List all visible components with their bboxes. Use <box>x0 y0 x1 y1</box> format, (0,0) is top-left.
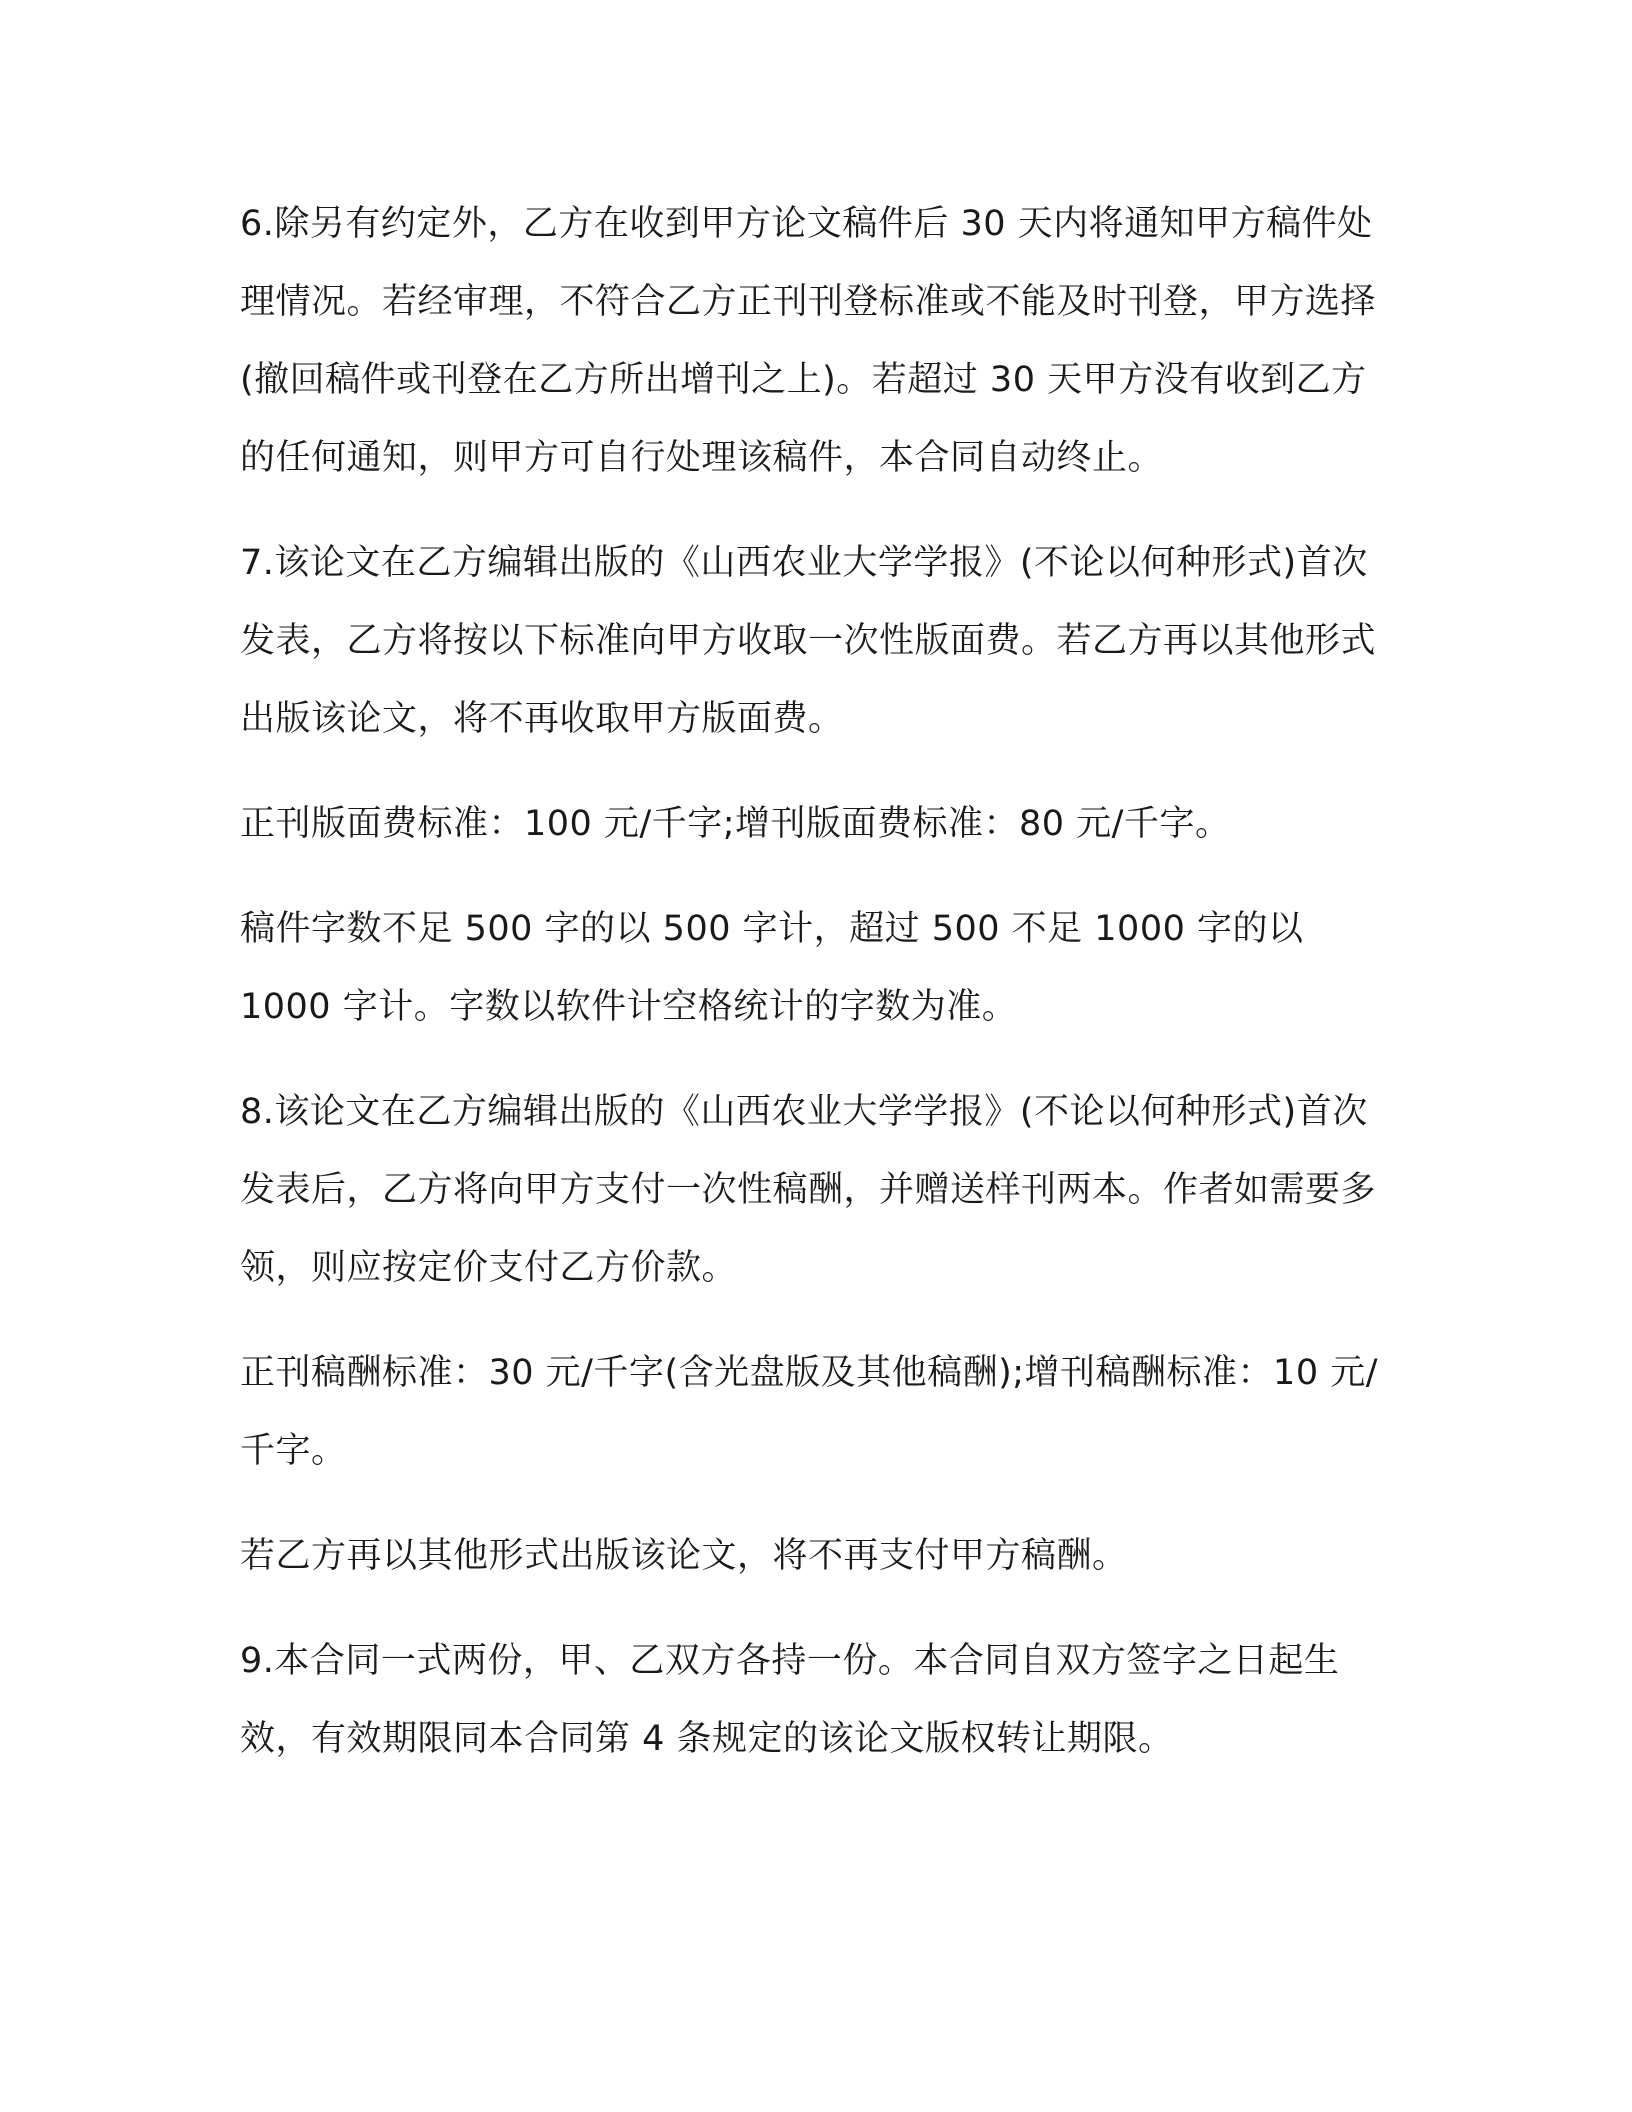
royalty-standard-paragraph: 正刊稿酬标准：30 元/千字(含光盘版及其他稿酬);增刊稿酬标准：10 元/千字。 <box>240 1353 1379 1471</box>
no-further-royalty-paragraph: 若乙方再以其他形式出版该论文，将不再支付甲方稿酬。 <box>240 1536 1128 1576</box>
clause-7-paragraph: 7.该论文在乙方编辑出版的《山西农业大学学报》(不论以何种形式)首次发表，乙方将按以下标准向甲方收取一次性版面费。若乙方再以其他形式出版该论文，将不再收取甲方版面费。 <box>240 543 1377 739</box>
document-body <box>240 185 1388 1805</box>
word-count-rule-paragraph: 稿件字数不足 500 字的以 500 字计，超过 500 不足 1000 字的以 1000 字计。字数以软件计空格统计的字数为准。 <box>240 909 1304 1027</box>
clause-8-paragraph: 8.该论文在乙方编辑出版的《山西农业大学学报》(不论以何种形式)首次发表后，乙方将向甲方支付一次性稿酬，并赠送样刊两本。作者如需要多领，则应按定价支付乙方价款。 <box>240 1092 1377 1288</box>
clause-9-paragraph: 9.本合同一式两份，甲、乙双方各持一份。本合同自双方签字之日起生效，有效期限同本合同第 4 条规定的该论文版权转让期限。 <box>240 1641 1340 1759</box>
page-fee-standard-paragraph: 正刊版面费标准：100 元/千字;增刊版面费标准：80 元/千字。 <box>240 804 1231 844</box>
clause-6-paragraph: 6.除另有约定外，乙方在收到甲方论文稿件后 30 天内将通知甲方稿件处理情况。若经审理，不符合乙方正刊刊登标准或不能及时刊登，甲方选择(撤回稿件或刊登在乙方所出增刊之上)。若超过 30 天甲方没有收到乙方的任何通知，则甲方可自行处理该稿件，本合同自动终止。 <box>240 204 1377 478</box>
